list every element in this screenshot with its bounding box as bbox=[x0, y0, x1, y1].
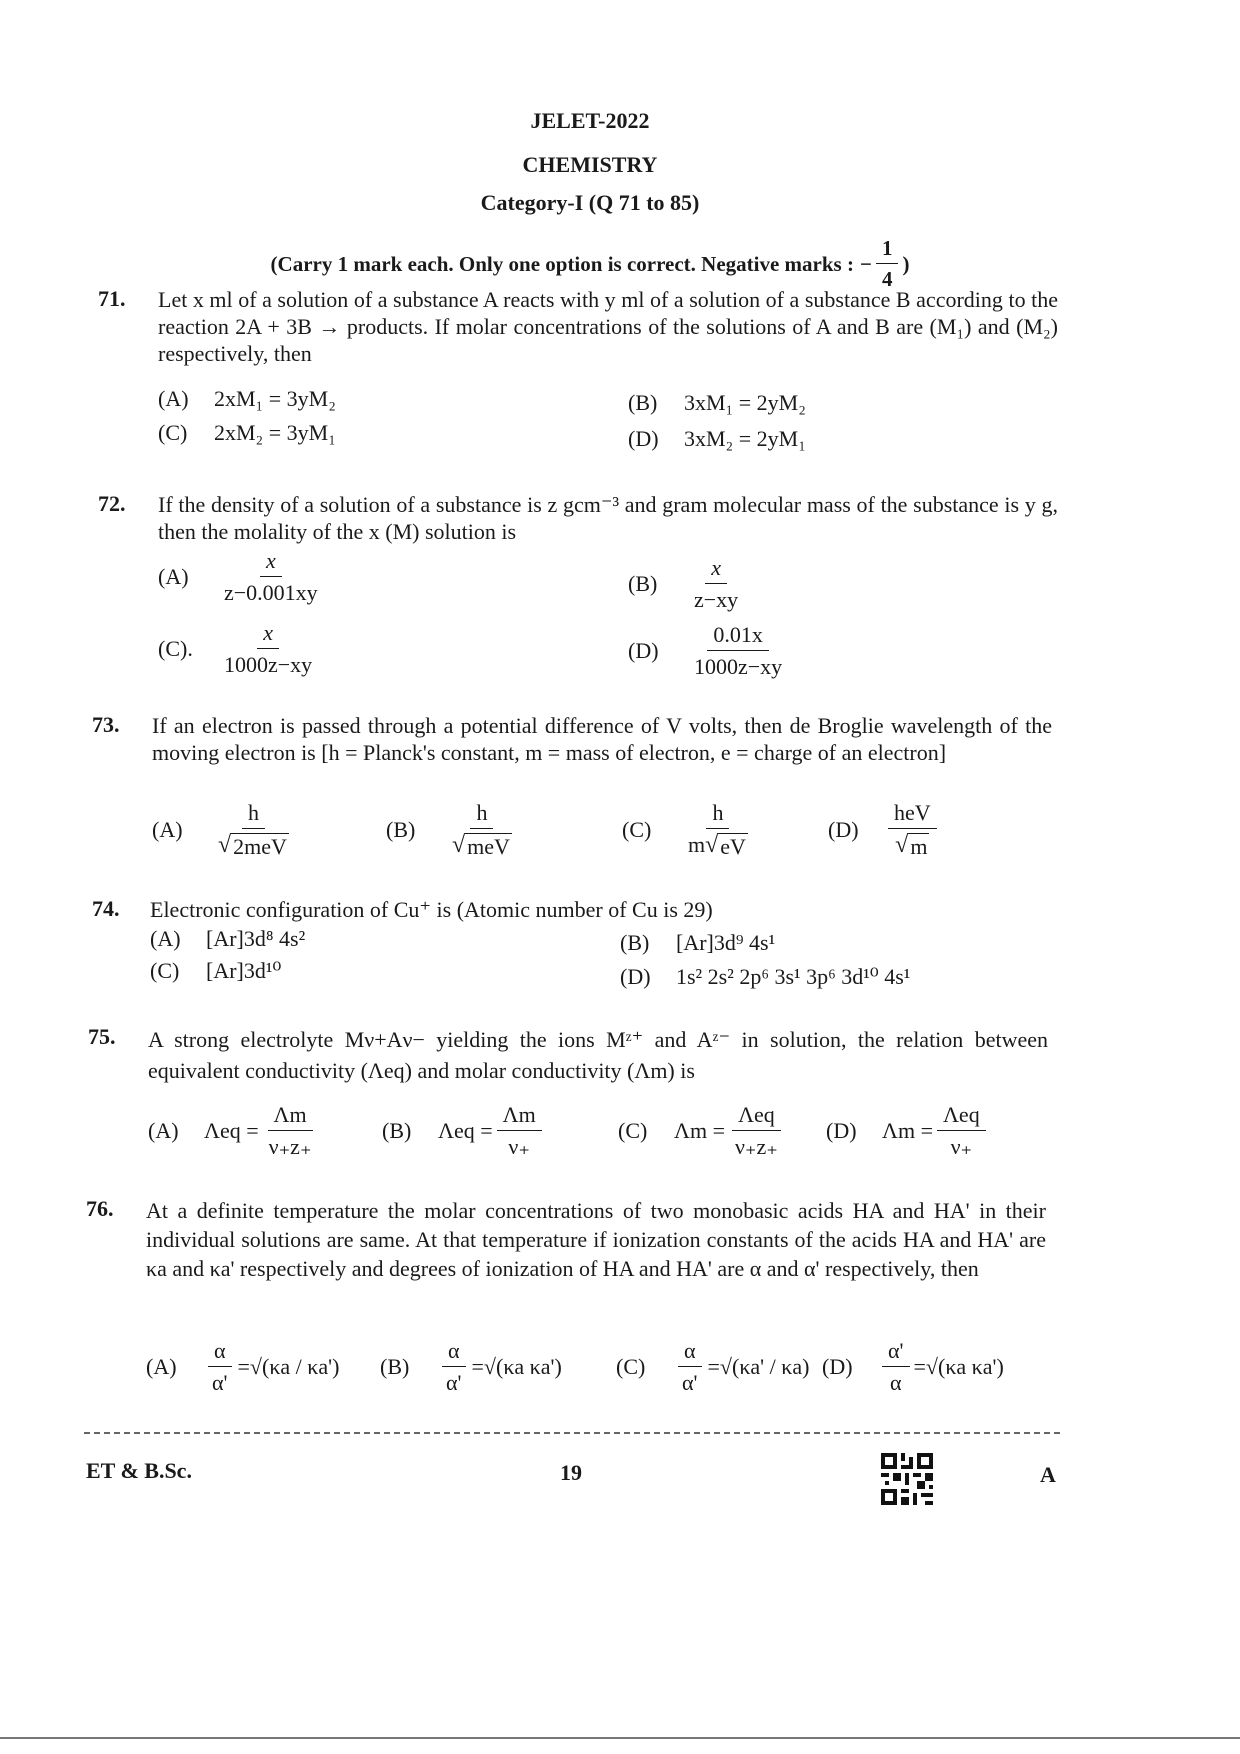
option-b: (B) h √ meV bbox=[386, 800, 510, 859]
option-b: (B) [Ar]3d⁹ 4s¹ bbox=[620, 930, 776, 955]
option-a: (A) Λeq = $\frac{\Lambda m}{\nu_+z_+}$ bbox=[148, 1102, 312, 1159]
question-number: 76. bbox=[86, 1196, 114, 1221]
negative-marks-denominator: 4 bbox=[881, 267, 893, 291]
footer-divider bbox=[84, 1432, 1060, 1434]
instruction-text: (Carry 1 mark each. Only one option is correct. Negative marks : bbox=[270, 251, 854, 276]
qr-code-icon bbox=[881, 1453, 933, 1505]
option-a: (A) h √ 2meV bbox=[152, 800, 287, 859]
question-text: Electronic configuration of Cu⁺ is (Atomic number of Cu is 29) bbox=[150, 897, 713, 922]
option-c: (C). $\frac{x}{1000z-xy}$ bbox=[158, 620, 313, 677]
option-d: (D) heV √ m bbox=[828, 800, 941, 860]
option-a: (A) 2xM₁ = 3yM₂ bbox=[158, 386, 336, 411]
page-bottom-edge bbox=[0, 1737, 1240, 1739]
question-text: If an electron is passed through a potential difference of V volts, then de Broglie wavelength of the moving electron is [h = Planck's constant, m = mass of electron, e = charge of an electron] bbox=[152, 713, 1052, 765]
option-b: (B) Λeq = $\frac{\Lambda m}{\nu_+}$ bbox=[382, 1102, 546, 1160]
question-text: If the density of a solution of a substance is z gcm⁻³ and gram molecular mass of the substance is y g, then the molality of the x (M) solution is bbox=[158, 492, 1058, 544]
question-number: 73. bbox=[92, 712, 120, 737]
question-text: A strong electrolyte Mν+Aν− yielding the ions Mᶻ⁺ and Aᶻ⁻ in solution, the relation between equivalent conductivity (Λeq) and molar conductivity (Λm) is bbox=[148, 1027, 1048, 1083]
option-c: (C) [Ar]3d¹⁰ bbox=[150, 958, 282, 983]
marking-instruction: (Carry 1 mark each. Only one option is correct. Negative marks : − $\frac{1}{4}$ ) bbox=[270, 236, 910, 291]
page-number: 19 bbox=[560, 1460, 582, 1485]
option-d: (D) 1s² 2s² 2p⁶ 3s¹ 3p⁶ 3d¹⁰ 4s¹ bbox=[620, 964, 911, 989]
question-set: A bbox=[1040, 1462, 1056, 1487]
option-a: (A) [Ar]3d⁸ 4s² bbox=[150, 926, 306, 951]
question-number: 71. bbox=[98, 286, 126, 311]
footer-course: ET & B.Sc. bbox=[86, 1458, 192, 1483]
exam-title: JELET-2022 bbox=[530, 108, 650, 133]
subject-title: CHEMISTRY bbox=[522, 152, 658, 177]
question-text: At a definite temperature the molar concentrations of two monobasic acids HA and HA' in their individual solutions are same. At that temperature if ionization constants of the acids HA and HA' are κa and κa' respectively and degrees of ionization of HA and HA' are α and α' respectively, then bbox=[146, 1198, 1046, 1281]
option-d: (D) $\frac{0.01x}{1000z-xy}$ bbox=[628, 622, 783, 679]
option-d: (D) $\frac{\alpha'}{\alpha}$ = √(κa κa') bbox=[822, 1338, 1004, 1395]
question-number: 75. bbox=[88, 1024, 116, 1049]
option-a: (A) $\frac{x}{z-0.001xy}$ bbox=[158, 548, 318, 605]
option-c: (C) h m √ eV bbox=[622, 800, 746, 859]
option-d: (D) 3xM₂ = 2yM₁ bbox=[628, 426, 806, 451]
question-text: Let x ml of a solution of a substance A reacts with y ml of a solution of a substance B according to the reaction 2A + 3B → products. If molar concentrations of the solutions of A and B are (M₁) and (M₂) respectively, then bbox=[158, 287, 1058, 366]
option-d: (D) Λm = $\frac{\text{Λeq}}{\nu_+}$ bbox=[826, 1102, 990, 1160]
option-b: (B) 3xM₁ = 2yM₂ bbox=[628, 390, 806, 415]
option-b: (B) $\frac{\alpha}{\alpha'}$ = √(κa κa') bbox=[380, 1338, 562, 1395]
option-b: (B) $\frac{x}{z-xy}$ bbox=[628, 555, 739, 612]
question-number: 72. bbox=[98, 491, 126, 516]
option-a: (A) $\frac{\alpha}{\alpha'}$ = √(κa / κa') bbox=[146, 1338, 340, 1395]
option-c: (C) 2xM₂ = 3yM₁ bbox=[158, 420, 336, 445]
category-title: Category-I (Q 71 to 85) bbox=[480, 190, 700, 215]
negative-marks-fraction bbox=[876, 236, 899, 292]
option-c: (C) Λm = $\frac{\text{Λeq}}{\nu_+z_+}$ bbox=[618, 1102, 788, 1160]
option-c: (C) $\frac{\alpha}{\alpha'}$ = √(κa' / κa) bbox=[616, 1338, 810, 1395]
question-number: 74. bbox=[92, 896, 120, 921]
negative-marks-numerator: 1 bbox=[876, 236, 899, 264]
